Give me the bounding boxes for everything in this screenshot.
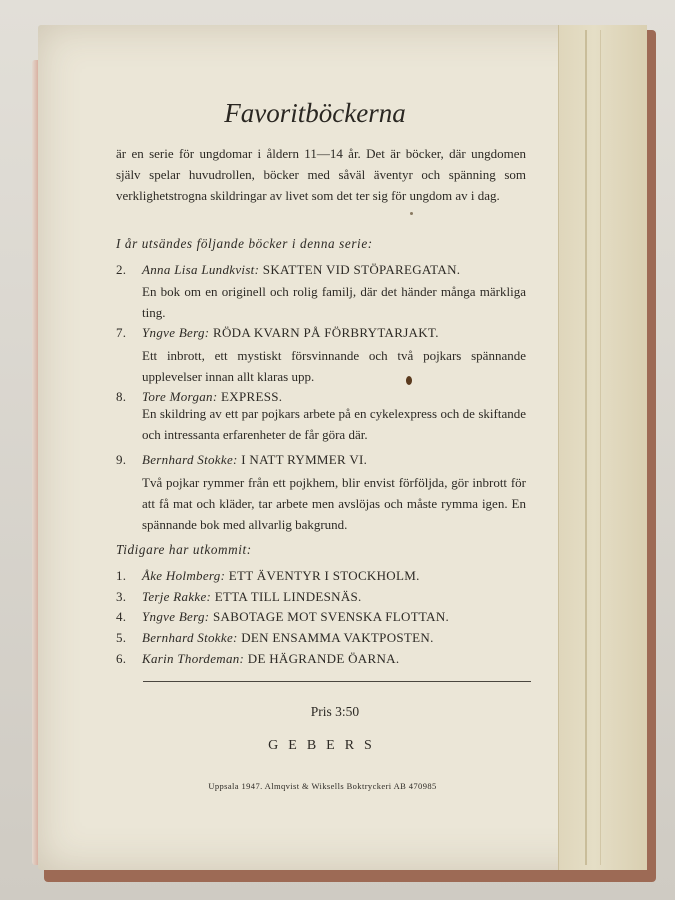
book-title: DE HÄGRANDE ÖARNA. — [247, 651, 400, 666]
book-title: SKATTEN VID STÖPAREGATAN. — [262, 262, 461, 277]
previous-book-entry — [116, 589, 362, 605]
book-title: ETTA TILL LINDESNÄS. — [214, 589, 362, 604]
book-entry-title — [116, 325, 439, 341]
book-number: 7. — [116, 325, 127, 340]
previous-book-entry — [116, 568, 420, 584]
book-author: Åke Holmberg: — [142, 568, 226, 583]
book-title: DEN ENSAMMA VAKTPOSTEN. — [241, 630, 434, 645]
previous-book-entry — [116, 609, 449, 625]
book-author: Yngve Berg: — [142, 609, 210, 624]
book-description: Ett inbrott, ett mystiskt försvinnande och två pojkars spännande upplevelser innan allt klaras upp. — [142, 348, 526, 384]
book-entry-title — [116, 452, 367, 468]
book-description: Två pojkar rymmer från ett pojkhem, blir envist förföljda, gör inbrott för att få mat och kläder, tar arbete men avslöjas och måste rymma igen. En spännande bok med allvarlig bakgrund. — [142, 475, 526, 532]
book-description: En bok om en originell och rolig familj, där det händer många märkliga ting. — [142, 284, 526, 320]
previous-book-entry — [116, 630, 434, 646]
book-author: Karin Thordeman: — [142, 651, 245, 666]
book-author: Bernhard Stokke: — [142, 630, 238, 645]
book-number: 9. — [116, 452, 127, 467]
book-entry-title — [116, 262, 460, 278]
book-number: 8. — [116, 389, 127, 404]
book-number: 2. — [116, 262, 127, 277]
book-number: 4. — [116, 609, 127, 624]
book-author: Bernhard Stokke: — [142, 452, 238, 467]
book-author: Yngve Berg: — [142, 325, 210, 340]
book-number: 5. — [116, 630, 127, 645]
book-title: ETT ÄVENTYR I STOCKHOLM. — [228, 568, 420, 583]
book-number: 3. — [116, 589, 127, 604]
current-books-heading: I år utsändes följande böcker i denna serie: — [116, 236, 373, 251]
previous-books-heading: Tidigare har utkommit: — [116, 542, 252, 557]
publisher-name: GEBERS — [268, 738, 382, 753]
book-title: SABOTAGE MOT SVENSKA FLOTTAN. — [213, 609, 450, 624]
book-author: Terje Rakke: — [142, 589, 212, 604]
series-intro: är en serie för ungdomar i åldern 11—14 år. Det är böcker, där ungdomen själv spelar huvudrollen, böcker med såväl äventyr och spänning som verklighetstrogna skildringar av livet som det ter sig för ungdom av i dag. — [116, 146, 526, 203]
book-number: 1. — [116, 568, 127, 583]
book-description: En skildring av ett par pojkars arbete på en cykelexpress och de skiftande och intressanta erfarenheter de får göra där. — [142, 406, 526, 442]
divider-rule — [143, 681, 531, 682]
previous-book-entry — [116, 651, 399, 667]
book-title: I NATT RYMMER VI. — [241, 452, 368, 467]
book-author: Tore Morgan: — [142, 389, 218, 404]
book-title: RÖDA KVARN PÅ FÖRBRYTARJAKT. — [213, 325, 439, 340]
series-title: Favoritböckerna — [224, 98, 406, 128]
printer-imprint: Uppsala 1947. Almqvist & Wiksells Boktryckeri AB 470985 — [208, 781, 437, 791]
price-label: Pris 3:50 — [310, 704, 360, 719]
book-title: EXPRESS. — [221, 389, 283, 404]
book-number: 6. — [116, 651, 127, 666]
book-author: Anna Lisa Lundkvist: — [142, 262, 260, 277]
